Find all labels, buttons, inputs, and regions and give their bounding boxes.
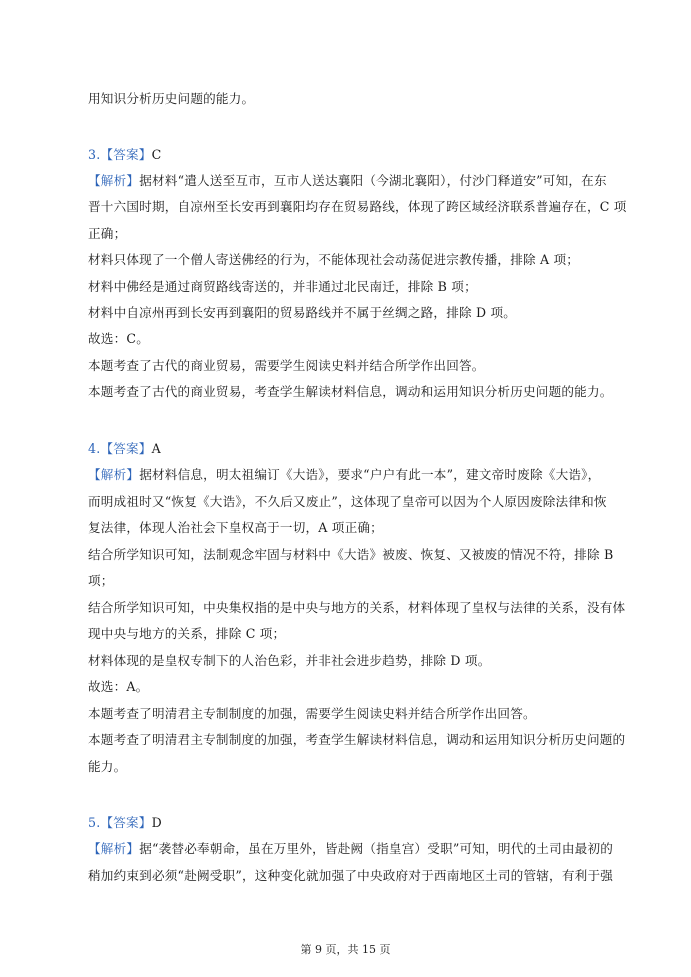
q4-line-10: 本题考查了明清君主专制制度的加强，考查学生解读材料信息，调动和运用知识分析历史问题的: [88, 732, 626, 747]
q4-answer: A: [151, 441, 161, 456]
q4-number: 4.: [88, 441, 101, 456]
q3-line-0: 据材料“遣人送至互市，互市人送达襄阳（今湖北襄阳），付沙门释道安”可知，在东: [139, 173, 607, 188]
q3-answer-line: [88, 146, 608, 164]
q3-line-2: 正确；: [88, 226, 127, 241]
q4-line-1: 而明成祖时又“恢复《大诰》，不久后又废止”，这体现了皇帝可以因为个人原因废除法律和恢: [88, 494, 607, 509]
q4-line-7: 材料体现的是皇权专制下的人治色彩，并非社会进步趋势，排除 D 项。: [88, 653, 491, 668]
q4-line-11: 能力。: [88, 759, 127, 774]
q4-line-6: 现中央与地方的关系，排除 C 项；: [88, 626, 286, 641]
q3-line-1: 晋十六国时期，自凉州至长安再到襄阳均存在贸易路线，体现了跨区域经济联系普遍存在，C 项: [88, 199, 627, 214]
q5-number: 5.: [88, 815, 101, 830]
q3-number: 3.: [88, 147, 101, 162]
q5-line-0: 据“袭替必奉朝命，虽在万里外，皆赴阙（指皇宫）受职”可知，明代的土司由最初的: [139, 841, 614, 856]
q3-answer: C: [151, 147, 162, 162]
q4-line-0: 据材料信息，明太祖编订《大诰》，要求“户户有此一本”，建文帝时废除《大诰》，: [139, 467, 601, 482]
q4-line-4: 项；: [88, 573, 114, 588]
q3-line-6: 故选：C。: [88, 331, 150, 346]
q4-line-3: 结合所学知识可知，法制观念牢固与材料中《大诰》被废、恢复、又被废的情况不符，排除 B: [88, 547, 614, 562]
q4-line-5: 结合所学知识可知，中央集权指的是中央与地方的关系，材料体现了皇权与法律的关系，没有体: [88, 600, 626, 615]
q3-answer-tag: 【答案】: [100, 147, 152, 162]
q5-line-1: 稍加约束到必须“赴阙受职”，这种变化就加强了中央政府对于西南地区土司的管辖，有利于强: [88, 868, 614, 883]
q4-answer-line: [88, 440, 608, 458]
intro-line: 用知识分析历史问题的能力。: [88, 91, 255, 106]
q3-line-7: 本题考查了古代的商业贸易，需要学生阅读史料并结合所学作出回答。: [88, 358, 485, 373]
q5-answer-line: [88, 814, 608, 832]
q3-line-4: 材料中佛经是通过商贸路线寄送的，并非通过北民南迁，排除 B 项；: [88, 279, 477, 294]
q3-analysis-tag: 【解析】: [88, 173, 140, 188]
q5-answer: D: [151, 815, 162, 830]
q5-answer-tag: 【答案】: [100, 815, 152, 830]
q4-line-2: 复法律，体现人治社会下皇权高于一切，A 项正确；: [88, 520, 383, 535]
q4-line-9: 本题考查了明清君主专制制度的加强，需要学生阅读史料并结合所学作出回答。: [88, 706, 536, 721]
q4-analysis-tag: 【解析】: [88, 467, 140, 482]
page-footer: 第 9 页，共 15 页: [300, 943, 391, 956]
q3-analysis-line: [88, 172, 608, 190]
q3-line-3: 材料只体现了一个僧人寄送佛经的行为，不能体现社会动荡促进宗教传播，排除 A 项；: [88, 252, 580, 267]
q5-analysis-line: [88, 840, 614, 858]
q3-line-8: 本题考查了古代的商业贸易，考查学生解读材料信息，调动和运用知识分析历史问题的能力。: [88, 384, 613, 399]
q5-analysis-tag: 【解析】: [88, 841, 140, 856]
q4-line-8: 故选：A。: [88, 679, 149, 694]
q3-line-5: 材料中自凉州再到长安再到襄阳的贸易路线并不属于丝绸之路，排除 D 项。: [88, 305, 517, 320]
q4-analysis-line: [88, 466, 608, 484]
q4-answer-tag: 【答案】: [100, 441, 152, 456]
